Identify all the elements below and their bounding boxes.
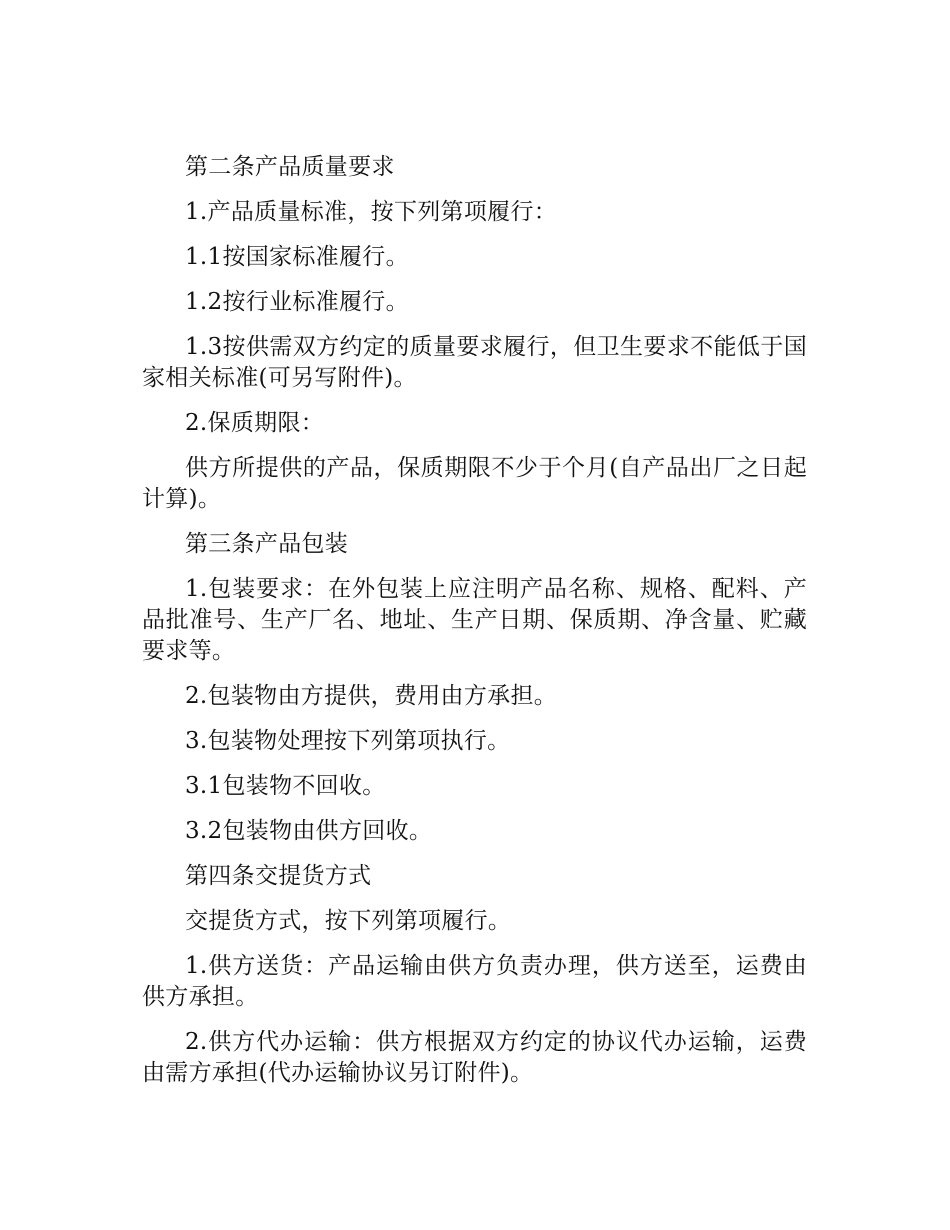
document-body — [142, 152, 807, 1103]
shelf-life-clause: 供方所提供的产品，保质期限不少于个月(自产品出厂之日起计算)。 — [142, 455, 807, 512]
industry-standard-clause: 1.2按行业标准履行。 — [185, 289, 409, 315]
shelf-life-heading: 2.保质期限： — [185, 410, 325, 436]
supplier-transport-clause: 2.供方代办运输：供方根据双方约定的协议代办运输，运费由需方承担(代办运输协议另订附件)。 — [142, 1029, 807, 1086]
section-heading-delivery: 第四条交提货方式 — [185, 863, 372, 889]
agreed-quality-clause: 1.3按供需双方约定的质量要求履行，但卫生要求不能低于国家相关标准(可另写附件)。 — [142, 334, 807, 391]
section-heading-product-quality: 第二条产品质量要求 — [185, 154, 395, 180]
packaging-supply-clause: 2.包装物由方提供，费用由方承担。 — [185, 683, 558, 709]
quality-standard-clause: 1.产品质量标准，按下列第项履行： — [185, 199, 558, 225]
section-heading-packaging: 第三条产品包装 — [185, 531, 349, 557]
packaging-handling-clause: 3.包装物处理按下列第项执行。 — [185, 728, 511, 754]
packaging-return-clause: 3.2包装物由供方回收。 — [185, 818, 433, 844]
delivery-method-clause: 交提货方式，按下列第项履行。 — [185, 908, 512, 934]
national-standard-clause: 1.1按国家标准履行。 — [185, 244, 409, 270]
supplier-delivery-clause: 1.供方送货：产品运输由供方负责办理，供方送至，运费由供方承担。 — [142, 953, 807, 1010]
packaging-no-return-clause: 3.1包装物不回收。 — [185, 773, 386, 799]
packaging-requirements-clause: 1.包装要求：在外包装上应注明产品名称、规格、配料、产品批准号、生产厂名、地址、生产日期、保质期、净含量、贮藏要求等。 — [142, 576, 807, 664]
